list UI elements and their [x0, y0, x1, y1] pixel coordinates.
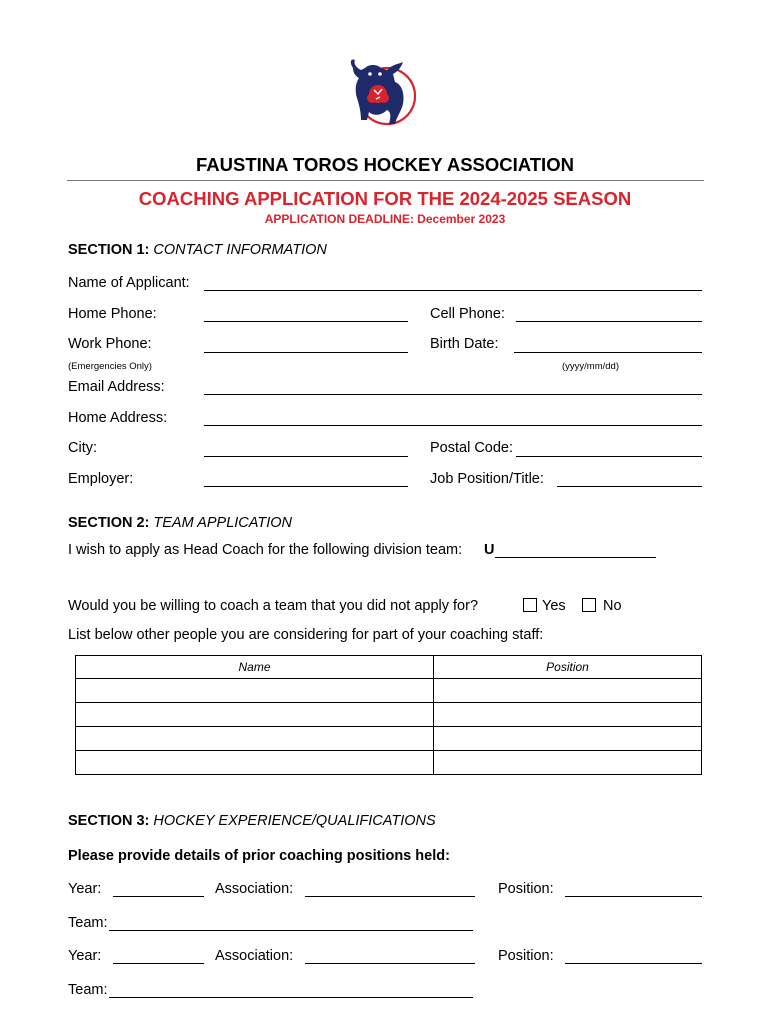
staff-prompt: List below other people you are considering for part of your coaching staff:: [68, 627, 544, 643]
home-phone-label: Home Phone:: [68, 306, 157, 322]
form-title: COACHING APPLICATION FOR THE 2024-2025 SEASON: [138, 188, 632, 209]
association-label: Association:: [215, 881, 294, 897]
staff-name-cell[interactable]: [76, 679, 434, 703]
name-of-applicant-label: Name of Applicant:: [68, 275, 190, 291]
work-phone-label: Work Phone:: [68, 336, 152, 352]
section2-heading: [68, 515, 292, 531]
job-title-field[interactable]: [557, 486, 702, 487]
name-of-applicant-field[interactable]: [204, 290, 702, 291]
association-label: Association:: [215, 948, 294, 964]
division-field[interactable]: [495, 557, 656, 558]
date-format-note: (yyyy/mm/dd): [562, 361, 619, 372]
team-field[interactable]: [109, 930, 473, 931]
email-field[interactable]: [204, 394, 702, 395]
cell-phone-label: Cell Phone:: [430, 306, 505, 322]
employer-field[interactable]: [204, 486, 408, 487]
section3-number: SECTION 3:: [68, 813, 150, 829]
section1-name: CONTACT INFORMATION: [153, 242, 327, 258]
home-phone-field[interactable]: [204, 321, 408, 322]
city-field[interactable]: [204, 456, 408, 457]
team-field[interactable]: [109, 997, 473, 998]
application-deadline: APPLICATION DEADLINE: December 2023: [264, 212, 506, 226]
postal-code-label: Postal Code:: [430, 440, 514, 456]
year-field[interactable]: [113, 963, 204, 964]
position-field[interactable]: [565, 896, 702, 897]
section3-heading: [68, 813, 436, 829]
no-checkbox[interactable]: [582, 598, 596, 612]
job-title-label: Job Position/Title:: [430, 471, 544, 487]
employer-label: Employer:: [68, 471, 134, 487]
staff-position-cell[interactable]: [434, 751, 702, 775]
year-label: Year:: [68, 948, 102, 964]
position-field[interactable]: [565, 963, 702, 964]
cell-phone-field[interactable]: [516, 321, 702, 322]
year-field[interactable]: [113, 896, 204, 897]
staff-name-cell[interactable]: [76, 727, 434, 751]
bull-logo: [343, 54, 419, 134]
no-label: No: [603, 598, 622, 614]
table-row: [76, 751, 702, 775]
section1-number: SECTION 1:: [68, 242, 150, 258]
section3-name: HOCKEY EXPERIENCE/QUALIFICATIONS: [153, 813, 436, 829]
home-address-field[interactable]: [204, 425, 702, 426]
year-label: Year:: [68, 881, 102, 897]
yes-checkbox[interactable]: [523, 598, 537, 612]
staff-position-cell[interactable]: [434, 727, 702, 751]
email-label: Email Address:: [68, 379, 165, 395]
team-label: Team:: [68, 915, 108, 931]
table-header-position: Position: [434, 656, 702, 679]
table-row: [76, 727, 702, 751]
section2-number: SECTION 2:: [68, 515, 150, 531]
staff-name-cell[interactable]: [76, 751, 434, 775]
birth-date-field[interactable]: [514, 352, 702, 353]
org-title: FAUSTINA TOROS HOCKEY ASSOCIATION: [196, 154, 574, 175]
title-divider: [67, 180, 704, 181]
association-field[interactable]: [305, 963, 475, 964]
division-prefix: U: [484, 542, 495, 558]
association-field[interactable]: [305, 896, 475, 897]
willing-question: Would you be willing to coach a team that you did not apply for?: [68, 598, 479, 614]
coaching-staff-table: [75, 655, 702, 775]
city-label: City:: [68, 440, 97, 456]
head-coach-prompt: I wish to apply as Head Coach for the following division team:: [68, 542, 463, 558]
position-label: Position:: [498, 948, 554, 964]
yes-label: Yes: [542, 598, 566, 614]
postal-code-field[interactable]: [516, 456, 702, 457]
table-row: [76, 703, 702, 727]
prior-positions-prompt: Please provide details of prior coaching positions held:: [68, 848, 450, 864]
position-label: Position:: [498, 881, 554, 897]
birth-date-label: Birth Date:: [430, 336, 499, 352]
section2-name: TEAM APPLICATION: [153, 515, 292, 531]
home-address-label: Home Address:: [68, 410, 168, 426]
staff-name-cell[interactable]: [76, 703, 434, 727]
staff-position-cell[interactable]: [434, 703, 702, 727]
emergencies-note: (Emergencies Only): [68, 361, 152, 372]
section1-heading: [68, 242, 327, 258]
team-label: Team:: [68, 982, 108, 998]
table-row: [76, 679, 702, 703]
work-phone-field[interactable]: [204, 352, 408, 353]
table-header-name: Name: [76, 656, 434, 679]
staff-position-cell[interactable]: [434, 679, 702, 703]
